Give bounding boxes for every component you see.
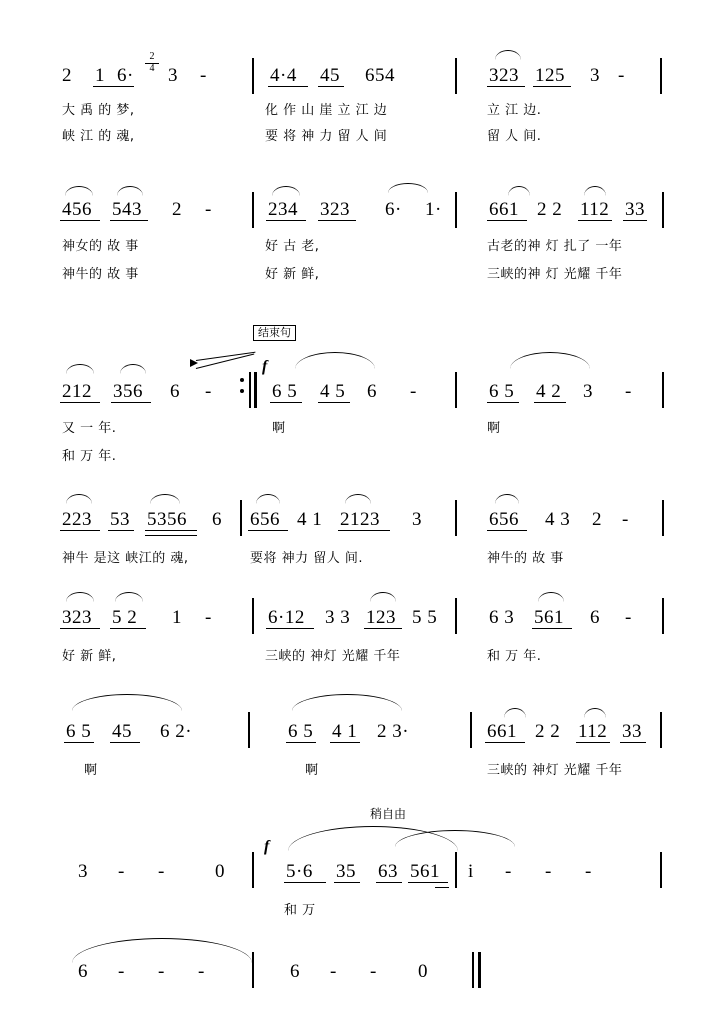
notes-s2-m2-a: 234 [268,199,298,220]
slur [504,708,526,718]
notes-s3-m1-b: 356 [113,381,143,402]
notes-s4-m3-b: 4 3 [545,509,571,530]
barline [248,712,250,748]
barline [662,192,664,228]
notes-s1-m1-d: 3 [168,65,178,86]
beam [338,530,390,531]
beam [270,402,302,403]
slur [150,494,180,504]
notes-s1-m2-a: 4·4 [270,65,297,86]
beam [318,402,350,403]
beam [268,86,308,87]
notes-s2-m2-c: 6· [385,199,402,220]
beam [376,882,402,883]
slur [495,50,521,60]
lyric-v1-b: 啊 [272,421,286,436]
slur [66,592,94,602]
barline [662,500,664,536]
lyric-v2: 峡 江 的 魂, [62,129,135,144]
slur [65,186,93,196]
lyric-v1-c: 和 万 年. [487,649,542,664]
lyric-v1-b: 化 作 山 崖 立 江 边 [265,103,388,118]
notes-s5-m2-d: 5 5 [412,607,438,628]
slur [510,352,590,369]
notes-s7-m3-a: i [468,861,474,882]
notes-s1-m3-a: 323 [489,65,519,86]
notes-s2-m3-b: 2 2 [537,199,563,220]
notes-s4-m2-d: 3 [412,509,422,530]
notes-s3-m3-a: 6 5 [489,381,515,402]
barline [252,192,254,228]
lyric-v2-b: 要 将 神 力 留 人 间 [265,129,388,144]
beam [578,220,612,221]
barline [252,58,254,94]
barline [252,598,254,634]
slur [292,694,402,711]
barline [660,852,662,888]
beam [64,742,94,743]
beam [110,220,148,221]
beam [60,628,100,629]
slur [584,708,606,718]
barline [662,598,664,634]
beam [487,530,527,531]
notes-s4-m3-d: - [622,509,629,530]
beam [534,402,566,403]
notes-s8-m1-d: - [198,961,205,982]
notes-s4-m2-a: 656 [250,509,280,530]
notes-s6-m1-c: 6 2· [160,721,193,742]
lyric-v2: 神牛的 故 事 [62,267,139,282]
barline [249,372,251,408]
slur [66,364,94,374]
ending-phrase-label: 结束句 [253,325,296,341]
beam [318,220,356,221]
slur [120,364,146,374]
notes-s3-m2-b: 4 5 [320,381,346,402]
notes-s5-m2-a: 6·12 [268,607,305,628]
lyric-v2-c: 三峡的神 灯 光耀 千年 [487,267,623,282]
barline-thick [254,372,257,408]
beam [111,402,151,403]
beam [485,742,525,743]
notes-s5-m3-a: 6 3 [489,607,515,628]
notes-s5-m2-b: 3 3 [325,607,351,628]
lyric-v1-b: 啊 [305,763,319,778]
notes-s1-m2-c: 654 [365,65,395,86]
beam [110,742,140,743]
notes-s3-m3-b: 4 2 [536,381,562,402]
lyric-v2-b: 好 新 鲜, [265,267,320,282]
notes-s6-m3-a: 661 [487,721,517,742]
lyric-v1-b: 要将 神力 留人 间. [250,551,364,566]
slur [388,183,428,193]
notes-s2-m1-b: 543 [112,199,142,220]
notes-s7-m3-d: - [585,861,592,882]
notes-s2-m2-b: 323 [320,199,350,220]
slur [272,186,300,196]
slur [72,694,182,711]
barline [455,192,457,228]
notes-s2-m2-d: 1· [425,199,442,220]
notes-s4-m3-a: 656 [489,509,519,530]
notes-s3-m2-d: - [410,381,417,402]
notes-s4-m1-c: 5356 [147,509,187,530]
notes-s8-m1-b: - [118,961,125,982]
notes-s1-m3-b: 125 [535,65,565,86]
notes-s1-m3-d: - [618,65,625,86]
beam [60,530,100,531]
barline [660,712,662,748]
final-barline-thick [478,952,481,988]
lyric-v2: 和 万 年. [62,449,117,464]
notes-s8-m1-c: - [158,961,165,982]
lyric-v1: 啊 [84,763,98,778]
notes-s6-m3-d: 33 [622,721,642,742]
notes-s1-m2-b: 45 [320,65,340,86]
notes-s2-m1-a: 456 [62,199,92,220]
beam [330,742,360,743]
slur [117,186,143,196]
notes-s5-m2-c: 123 [366,607,396,628]
notes-s3-m1-c: 6 [170,381,180,402]
time-fraction: $\frac{2}{4}$ [145,52,159,74]
lyric-v1-c: 三峡的 神灯 光耀 千年 [487,763,623,778]
lyric-v1-b: 好 古 老, [265,239,320,254]
notes-s3-m2-c: 6 [367,381,377,402]
notes-s7-m1-b: - [118,861,125,882]
lyric-v1-c: 古老的神 灯 扎了 一年 [487,239,623,254]
beam [364,628,402,629]
notes-s8-m2-c: - [370,961,377,982]
slur [538,592,564,602]
notes-s8-m1-a: 6 [78,961,88,982]
beam [318,86,344,87]
notes-s2-m3-c: 112 [580,199,610,220]
beam [620,742,646,743]
lyric-v1: 神女的 故 事 [62,239,139,254]
barline [455,500,457,536]
beam [145,530,197,531]
notes-s3-m1-d: - [205,381,212,402]
slur [508,186,530,196]
notes-s4-m2-c: 2123 [340,509,380,530]
free-tempo-label: 稍自由 [370,807,407,821]
slur [370,592,396,602]
notes-s4-m1-a: 223 [62,509,92,530]
notes-s1-m3-c: 3 [590,65,600,86]
beam [487,402,519,403]
barline [455,852,457,888]
notes-s1-m1-b: 1 [95,65,105,86]
notes-s8-m2-d: 0 [418,961,428,982]
slur [584,186,606,196]
barline [470,712,472,748]
notes-s6-m3-b: 2 2 [535,721,561,742]
notes-s3-m1-a: 212 [62,381,92,402]
lyric-v1-b: 和 万 [284,903,316,918]
notes-s5-m1-d: - [205,607,212,628]
notes-s6-m3-c: 112 [578,721,608,742]
notes-s1-m1-c: 6· [117,65,134,86]
notes-s5-m3-b: 561 [534,607,564,628]
slur [72,938,252,963]
lyric-v1: 又 一 年. [62,421,117,436]
slur [256,494,280,504]
beam [110,628,146,629]
beam-second [145,535,197,536]
notes-s5-m1-b: 5 2 [112,607,138,628]
barline [240,500,242,536]
notes-s6-m2-c: 2 3· [377,721,410,742]
beam [533,86,571,87]
beam [93,86,134,87]
lyric-v1: 神牛 是这 峡江的 魂, [62,551,189,566]
notes-s5-m3-c: 6 [590,607,600,628]
repeat-dots [240,378,244,393]
beam [623,220,647,221]
final-barline-thin [472,952,474,988]
notes-s6-m2-b: 4 1 [332,721,358,742]
dynamic-forte: f [264,838,270,855]
notes-s8-m2-b: - [330,961,337,982]
notes-s2-m1-c: 2 [172,199,182,220]
barline [455,58,457,94]
notes-s3-m2-a: 6 5 [272,381,298,402]
slur [115,592,143,602]
beam [408,882,448,883]
beam [487,86,525,87]
notes-s2-m1-d: - [205,199,212,220]
beam [266,628,314,629]
beam [60,402,100,403]
barline [455,598,457,634]
beam-second [435,887,449,888]
lyric-v1: 大 禹 的 梦, [62,103,135,118]
barline [455,372,457,408]
notes-s7-m2-d: 561 [410,861,440,882]
beam [487,220,527,221]
notes-s2-m3-d: 33 [625,199,645,220]
barline [662,372,664,408]
notes-s7-m2-c: 63 [378,861,398,882]
notes-s7-m1-a: 3 [78,861,88,882]
beam [284,882,326,883]
notes-s4-m3-c: 2 [592,509,602,530]
beam [266,220,306,221]
notes-s4-m1-b: 53 [110,509,130,530]
arrow-head-icon [190,359,198,367]
barline [252,952,254,988]
beam [334,882,360,883]
notes-s5-m1-a: 323 [62,607,92,628]
beam [532,628,572,629]
notes-s7-m3-b: - [505,861,512,882]
notes-s6-m1-b: 45 [112,721,132,742]
beam [108,530,134,531]
notes-s5-m1-c: 1 [172,607,182,628]
notes-s6-m2-a: 6 5 [288,721,314,742]
lyric-v1-c: 立 江 边. [487,103,542,118]
beam [248,530,288,531]
lyric-v2-c: 留 人 间. [487,129,542,144]
slur [295,352,375,369]
notes-s8-m2-a: 6 [290,961,300,982]
lyric-v1-c: 啊 [487,421,501,436]
barline [660,58,662,94]
dynamic-forte: f [262,358,268,375]
notes-s7-m2-a: 5·6 [286,861,313,882]
lyric-v1-c: 神牛的 故 事 [487,551,564,566]
notes-s4-m1-d: 6 [212,509,222,530]
notes-s2-m3-a: 661 [489,199,519,220]
notes-s3-m3-d: - [625,381,632,402]
slur [345,494,371,504]
lyric-v1-b: 三峡的 神灯 光耀 千年 [265,649,401,664]
beam [286,742,316,743]
beam [60,220,100,221]
notes-s6-m1-a: 6 5 [66,721,92,742]
notes-s3-m3-c: 3 [583,381,593,402]
beam [576,742,610,743]
notes-s7-m2-b: 35 [336,861,356,882]
notes-s1-m1-e: - [200,65,207,86]
notes-s7-m1-d: 0 [215,861,225,882]
barline [252,852,254,888]
slur [66,494,92,504]
notes-s1-m1: 2 [62,65,72,86]
lyric-v1: 好 新 鲜, [62,649,117,664]
notes-s4-m2-b: 4 1 [297,509,323,530]
notes-s7-m3-c: - [545,861,552,882]
notes-s7-m1-c: - [158,861,165,882]
notes-s5-m3-d: - [625,607,632,628]
slur [495,494,519,504]
